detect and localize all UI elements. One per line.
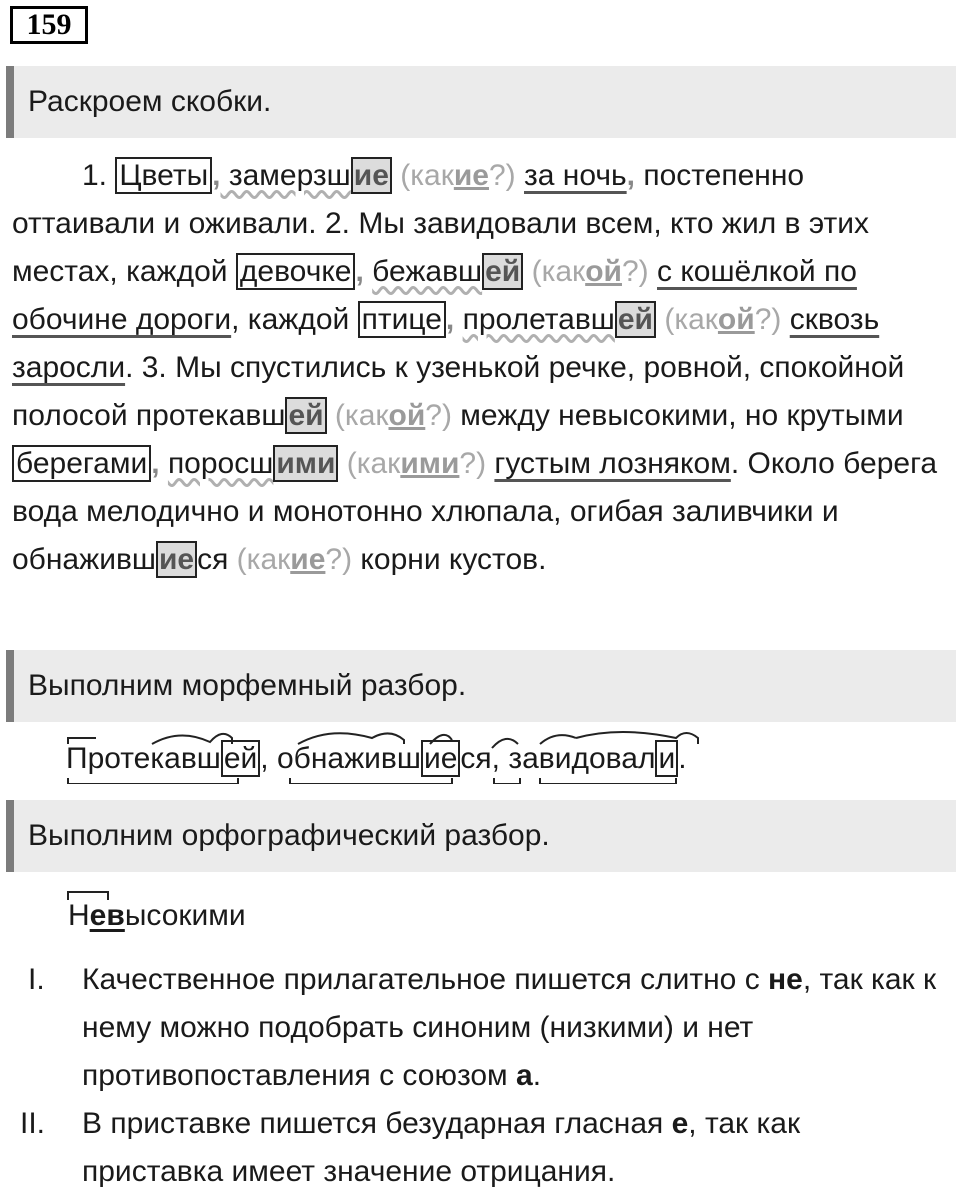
question: (какими?) [338,447,487,480]
question: (какие?) [391,159,516,192]
noun-box: птице [358,301,446,338]
question: (какой?) [326,399,452,432]
ending-box: ие [351,157,392,194]
section-header-morpheme: Выполним морфемный разбор. [6,650,956,722]
section-header-brackets: Раскроем скобки. [6,66,956,138]
list-marker: I. [28,963,45,996]
question: (какие?) [228,543,353,576]
noun-box: берегами [12,445,151,482]
section-header-orthography: Выполним орфографический разбор. [6,800,956,872]
ending-box: ей [482,253,523,290]
orthography-rule-2: В приставке пишется безударная гласная е, так как приставка имеет значение отрицания. [82,1107,801,1188]
exercise-number: 159 [10,6,88,44]
orthography-word: Невысокими [68,899,246,932]
ending-box: ие [421,740,460,777]
question: (какой?) [656,303,782,336]
ending-box: ей [285,397,326,434]
ending-box: ей [221,740,260,777]
orthography-rule-1: Качественное прилагательное пишется слитно с не, так как к нему можно подобрать синоним (низкими) и нет противопоставления с союзом а. [82,963,937,1092]
ending-box: ей [615,301,656,338]
ending-box: ими [273,445,338,482]
list-marker: II. [20,1107,46,1140]
morpheme-analysis: Протекавш ей , обнаживш ие ся, завидовал и . [66,742,687,775]
question: (какой?) [523,255,649,288]
noun-box: девочке [236,253,356,290]
ending-box: ие [156,541,197,578]
noun-box: Цветы [115,157,212,194]
exercise-paragraph: 1. Цветы , замерзш ие (какие?) за ночь, постепенно оттаивали и оживали. 2. Мы завидовали всем, кто жил в этих местах, каждой девочке , бежавш ей (какой?) с кошёлкой по обочине дороги, каждой птице , пролетавш ей (какой?) сквозь заросли. 3. Мы спустились к узенькой речке, ровной, спокойной полосой протекавш ей (какой?) между невысокими, но крутыми берегами , поросш ими (какими?) густым лозняком. Около берега вода мелодично и монотонно хлюпала, огибая заливчики и обнаживш ие ся (какие?) корни кустов. [12,159,938,576]
ending-box: и [655,740,678,777]
